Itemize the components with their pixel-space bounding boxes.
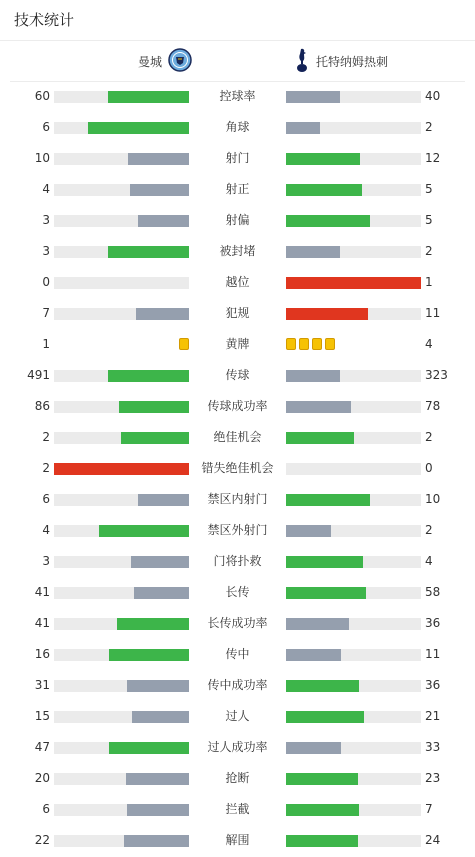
stat-row[interactable] — [0, 825, 475, 856]
away-value: 5 — [425, 213, 433, 227]
away-value: 40 — [425, 89, 441, 103]
home-bar-fill — [136, 308, 189, 320]
away-bar-track — [286, 773, 421, 785]
home-bar-track — [54, 370, 189, 382]
stat-label: 角球 — [225, 120, 250, 134]
home-value: 491 — [27, 368, 50, 382]
home-bar-track — [54, 215, 189, 227]
home-bar-fill — [121, 432, 189, 444]
home-bar-fill — [108, 370, 189, 382]
home-bar-fill — [99, 525, 189, 537]
away-value: 12 — [425, 151, 441, 165]
home-bar-track — [54, 587, 189, 599]
home-bar-fill — [54, 463, 189, 475]
away-value: 33 — [425, 740, 441, 754]
stat-row[interactable] — [0, 763, 475, 794]
away-bar-fill — [286, 308, 368, 320]
stat-row[interactable] — [0, 391, 475, 422]
yellow-card-icon — [325, 338, 335, 350]
home-bar-track — [54, 773, 189, 785]
stat-row[interactable] — [0, 329, 475, 360]
home-value: 60 — [34, 89, 50, 103]
stat-row[interactable] — [0, 546, 475, 577]
stat-label: 传球 — [225, 368, 250, 382]
home-bar-track — [54, 835, 189, 847]
away-bar-fill — [286, 401, 351, 413]
stat-label: 过人成功率 — [207, 740, 268, 754]
away-bar-fill — [286, 122, 320, 134]
away-bar-track — [286, 711, 421, 723]
away-value: 2 — [425, 120, 433, 134]
home-bar-fill — [127, 680, 189, 692]
home-bar-track — [54, 525, 189, 537]
stat-label: 门将扑救 — [213, 554, 262, 568]
away-bar-track — [286, 835, 421, 847]
away-value: 23 — [425, 771, 441, 785]
home-bar-track — [54, 804, 189, 816]
stat-label: 长传成功率 — [207, 616, 268, 630]
stat-row[interactable] — [0, 422, 475, 453]
away-bar-track — [286, 184, 421, 196]
away-value: 323 — [425, 368, 448, 382]
stat-row[interactable] — [0, 515, 475, 546]
away-value: 4 — [425, 337, 433, 351]
home-value: 16 — [34, 647, 50, 661]
away-bar-fill — [286, 153, 360, 165]
away-bar-track — [286, 277, 421, 289]
away-bar-fill — [286, 711, 364, 723]
away-bar-fill — [286, 649, 341, 661]
home-bar-fill — [127, 804, 189, 816]
home-bar-fill — [138, 494, 189, 506]
away-value: 10 — [425, 492, 441, 506]
home-bar-fill — [126, 773, 189, 785]
home-bar-fill — [138, 215, 189, 227]
away-value: 7 — [425, 802, 433, 816]
away-team[interactable] — [294, 44, 388, 78]
stat-label: 控球率 — [219, 89, 256, 103]
away-bar-fill — [286, 215, 370, 227]
away-bar-track — [286, 742, 421, 754]
away-bar-track — [286, 153, 421, 165]
away-yellow-cards — [286, 338, 335, 351]
home-bar-fill — [131, 556, 189, 568]
home-value: 4 — [42, 182, 50, 196]
home-value: 41 — [34, 616, 50, 630]
home-bar-fill — [108, 246, 189, 258]
stat-label: 绝佳机会 — [213, 430, 262, 444]
away-value: 5 — [425, 182, 433, 196]
away-bar-fill — [286, 432, 354, 444]
away-bar-fill — [286, 556, 363, 568]
stat-label: 被封堵 — [219, 244, 256, 258]
away-bar-fill — [286, 277, 421, 289]
home-value: 10 — [34, 151, 50, 165]
stat-label: 射门 — [225, 151, 250, 165]
stat-label: 传球成功率 — [207, 399, 268, 413]
away-value: 11 — [425, 647, 441, 661]
away-bar-fill — [286, 618, 349, 630]
away-team-name: 托特纳姆热刺 — [316, 54, 389, 69]
page-title: 技术统计 — [14, 11, 75, 29]
stat-label: 传中 — [225, 647, 250, 661]
home-bar-fill — [109, 649, 189, 661]
home-bar-fill — [132, 711, 189, 723]
away-bar-track — [286, 525, 421, 537]
away-bar-track — [286, 494, 421, 506]
stat-row[interactable] — [0, 453, 475, 484]
home-bar-fill — [117, 618, 189, 630]
stat-label: 射偏 — [225, 213, 250, 227]
away-bar-fill — [286, 587, 366, 599]
home-yellow-cards — [179, 338, 189, 351]
away-value: 21 — [425, 709, 441, 723]
home-bar-fill — [134, 587, 189, 599]
stat-row[interactable] — [0, 174, 475, 205]
away-value: 78 — [425, 399, 441, 413]
home-bar-track — [54, 680, 189, 692]
stat-row[interactable] — [0, 267, 475, 298]
home-value: 2 — [42, 430, 50, 444]
stat-row[interactable] — [0, 81, 475, 112]
away-bar-track — [286, 618, 421, 630]
home-bar-fill — [119, 401, 189, 413]
home-value: 7 — [42, 306, 50, 320]
stat-label: 长传 — [225, 585, 250, 599]
stat-label: 解围 — [225, 833, 250, 847]
stat-row[interactable] — [0, 701, 475, 732]
stat-label: 抢断 — [225, 771, 250, 785]
yellow-card-icon — [299, 338, 309, 350]
home-value: 31 — [34, 678, 50, 692]
home-bar-track — [54, 463, 189, 475]
away-bar-track — [286, 680, 421, 692]
away-bar-fill — [286, 370, 340, 382]
away-bar-fill — [286, 246, 340, 258]
away-bar-track — [286, 804, 421, 816]
away-bar-track — [286, 587, 421, 599]
manchester-city-crest-icon — [168, 48, 192, 75]
away-value: 36 — [425, 616, 441, 630]
away-bar-fill — [286, 773, 358, 785]
home-value: 3 — [42, 244, 50, 258]
away-bar-fill — [286, 494, 370, 506]
home-value: 20 — [34, 771, 50, 785]
away-value: 4 — [425, 554, 433, 568]
stat-row[interactable] — [0, 112, 475, 143]
home-bar-track — [54, 556, 189, 568]
home-bar-fill — [88, 122, 189, 134]
away-bar-track — [286, 91, 421, 103]
home-value: 3 — [42, 554, 50, 568]
home-bar-fill — [130, 184, 189, 196]
yellow-card-icon — [312, 338, 322, 350]
home-value: 47 — [34, 740, 50, 754]
away-bar-track — [286, 246, 421, 258]
home-bar-fill — [109, 742, 189, 754]
home-bar-track — [54, 649, 189, 661]
home-team-name: 曼城 — [138, 54, 163, 69]
away-bar-track — [286, 215, 421, 227]
away-bar-fill — [286, 835, 358, 847]
away-value: 11 — [425, 306, 441, 320]
stat-row[interactable] — [0, 298, 475, 329]
home-value: 6 — [42, 802, 50, 816]
stat-row[interactable] — [0, 143, 475, 174]
home-value: 0 — [42, 275, 50, 289]
home-value: 6 — [42, 492, 50, 506]
stat-label: 射正 — [225, 182, 250, 196]
away-value: 2 — [425, 523, 433, 537]
stat-row[interactable] — [0, 639, 475, 670]
away-bar-track — [286, 649, 421, 661]
home-bar-track — [54, 618, 189, 630]
home-team[interactable] — [138, 44, 192, 78]
title-divider — [0, 40, 475, 41]
home-value: 15 — [34, 709, 50, 723]
away-bar-fill — [286, 184, 362, 196]
home-value: 1 — [42, 337, 50, 351]
stat-label: 黄牌 — [225, 337, 250, 351]
away-bar-track — [286, 556, 421, 568]
stat-label: 禁区外射门 — [207, 523, 268, 537]
away-bar-fill — [286, 525, 331, 537]
away-bar-track — [286, 432, 421, 444]
yellow-card-icon — [179, 338, 189, 350]
stat-label: 错失绝佳机会 — [201, 461, 274, 475]
home-bar-fill — [124, 835, 189, 847]
home-value: 2 — [42, 461, 50, 475]
stat-label: 拦截 — [225, 802, 250, 816]
away-bar-fill — [286, 804, 359, 816]
home-bar-track — [54, 277, 189, 289]
home-bar-fill — [128, 153, 189, 165]
away-value: 24 — [425, 833, 441, 847]
home-bar-track — [54, 711, 189, 723]
stat-row[interactable] — [0, 484, 475, 515]
home-bar-fill — [108, 91, 189, 103]
stat-label: 传中成功率 — [207, 678, 268, 692]
stat-label: 越位 — [225, 275, 250, 289]
stat-row[interactable] — [0, 577, 475, 608]
stat-row[interactable] — [0, 670, 475, 701]
away-value: 58 — [425, 585, 441, 599]
home-value: 22 — [34, 833, 50, 847]
stat-label: 过人 — [225, 709, 250, 723]
away-value: 2 — [425, 244, 433, 258]
stat-row[interactable] — [0, 732, 475, 763]
home-bar-track — [54, 742, 189, 754]
home-value: 86 — [34, 399, 50, 413]
home-value: 3 — [42, 213, 50, 227]
stat-label: 犯规 — [225, 306, 250, 320]
yellow-card-icon — [286, 338, 296, 350]
home-value: 4 — [42, 523, 50, 537]
away-bar-fill — [286, 91, 340, 103]
stat-row[interactable] — [0, 608, 475, 639]
stat-label: 禁区内射门 — [207, 492, 268, 506]
away-bar-fill — [286, 742, 341, 754]
stat-row[interactable] — [0, 360, 475, 391]
home-bar-track — [54, 494, 189, 506]
home-bar-track — [54, 401, 189, 413]
away-value: 1 — [425, 275, 433, 289]
away-value: 0 — [425, 461, 433, 475]
away-bar-track — [286, 122, 421, 134]
stat-row[interactable] — [0, 205, 475, 236]
home-bar-track — [54, 91, 189, 103]
home-bar-track — [54, 246, 189, 258]
home-value: 41 — [34, 585, 50, 599]
home-bar-track — [54, 122, 189, 134]
away-value: 2 — [425, 430, 433, 444]
stat-row[interactable] — [0, 236, 475, 267]
home-bar-track — [54, 432, 189, 444]
away-bar-track — [286, 401, 421, 413]
away-bar-track — [286, 308, 421, 320]
away-value: 36 — [425, 678, 441, 692]
team-header — [0, 44, 475, 78]
home-bar-track — [54, 184, 189, 196]
home-bar-track — [54, 308, 189, 320]
stat-row[interactable] — [0, 794, 475, 825]
home-value: 6 — [42, 120, 50, 134]
away-bar-track — [286, 463, 421, 475]
away-bar-track — [286, 370, 421, 382]
away-bar-fill — [286, 680, 359, 692]
tottenham-cockerel-icon — [294, 47, 310, 76]
home-bar-track — [54, 153, 189, 165]
